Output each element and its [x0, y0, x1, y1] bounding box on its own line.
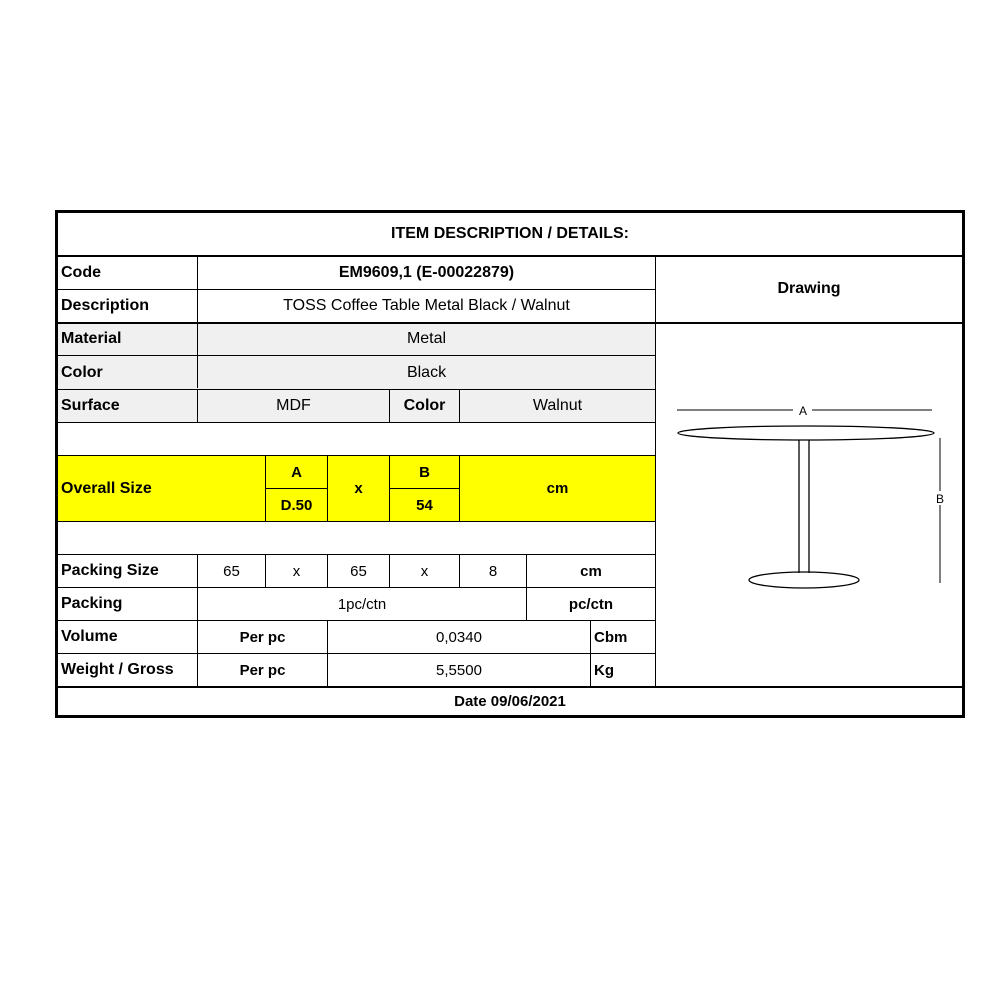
description-value: TOSS Coffee Table Metal Black / Walnut: [283, 297, 570, 314]
color-value: Black: [406, 363, 447, 381]
drawing-title: Drawing: [777, 280, 841, 297]
surface-color-value: Walnut: [532, 397, 583, 414]
packing-size-v3: 8: [488, 562, 498, 580]
item-details-sheet: [55, 210, 965, 718]
footer-date: Date 09/06/2021: [454, 693, 566, 710]
description-label: Description: [61, 297, 150, 314]
material-value: Metal: [406, 330, 447, 347]
volume-per: Per pc: [239, 628, 286, 646]
surface-value: MDF: [276, 397, 311, 414]
volume-value: 0,0340: [436, 628, 482, 646]
dimension-b-label: B: [935, 492, 945, 506]
weight-unit: Kg: [594, 661, 614, 679]
packing-value: 1pc/ctn: [337, 595, 387, 613]
overall-size-b-value: 54: [416, 496, 433, 514]
packing-label: Packing: [61, 595, 123, 612]
packing-size-v1: 65: [223, 562, 240, 580]
packing-unit: pc/ctn: [568, 595, 614, 613]
weight-per: Per pc: [239, 661, 286, 679]
overall-size-b-label: B: [419, 463, 430, 481]
packing-size-unit: cm: [580, 562, 602, 580]
surface-color-label: Color: [403, 397, 446, 414]
color-label: Color: [61, 363, 103, 381]
volume-unit: Cbm: [594, 628, 628, 646]
overall-size-a-value: D.50: [280, 496, 313, 514]
packing-size-x1: x: [292, 562, 301, 580]
overall-size-label: Overall Size: [61, 479, 152, 497]
sheet-title: ITEM DESCRIPTION / DETAILS:: [391, 225, 629, 242]
overall-size-unit: cm: [546, 480, 569, 497]
table-drawing: [655, 323, 965, 683]
surface-label: Surface: [61, 397, 120, 414]
code-label: Code: [61, 263, 101, 281]
packing-size-x2: x: [420, 562, 429, 580]
dimension-a-label: A: [798, 404, 808, 418]
code-value: EM9609,1 (E-00022879): [338, 263, 515, 281]
weight-label: Weight / Gross: [61, 661, 174, 678]
packing-size-label: Packing Size: [61, 562, 159, 579]
volume-label: Volume: [61, 628, 118, 645]
overall-size-a-label: A: [291, 463, 302, 481]
weight-value: 5,5500: [436, 661, 482, 679]
packing-size-v2: 65: [350, 562, 367, 580]
material-label: Material: [61, 330, 122, 347]
overall-size-x: x: [354, 480, 363, 497]
